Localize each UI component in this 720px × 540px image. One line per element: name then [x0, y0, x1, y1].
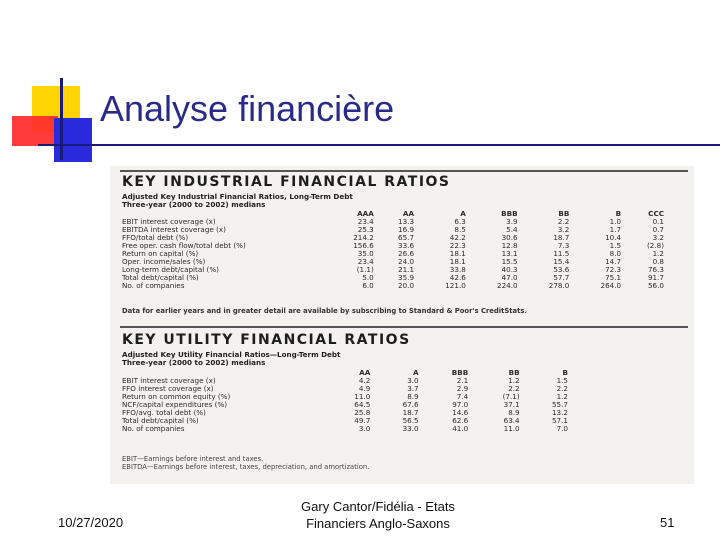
- decor-red-square: [12, 116, 58, 146]
- industrial-cell: (1.1): [356, 265, 374, 274]
- table-row: [122, 425, 568, 433]
- industrial-cell: 42.6: [449, 273, 466, 282]
- utility-heading: KEY UTILITY FINANCIAL RATIOS: [122, 332, 411, 348]
- utility-cell: 1.5: [556, 376, 568, 385]
- utility-cell: 3.0: [407, 376, 419, 385]
- utility-cell: 41.0: [452, 424, 469, 433]
- industrial-cell: 16.9: [398, 225, 415, 234]
- utility-cell: 11.0: [354, 392, 371, 401]
- slide-title: Analyse financière: [100, 88, 395, 129]
- industrial-cell: 6.0: [362, 281, 374, 290]
- industrial-cell: 72.3: [605, 265, 622, 274]
- utility-cell: 2.9: [456, 384, 469, 393]
- industrial-cell: 53.6: [553, 265, 570, 274]
- industrial-cell: 42.2: [449, 233, 466, 242]
- industrial-col-header: BBB: [501, 209, 518, 218]
- industrial-cell: 7.3: [557, 241, 570, 250]
- utility-cell: 3.0: [358, 424, 371, 433]
- industrial-cell: 18.1: [449, 257, 466, 266]
- table-row: [122, 226, 664, 234]
- utility-row-label: No. of companies: [122, 424, 185, 433]
- utility-cell: 4.2: [358, 376, 371, 385]
- utility-top-rule: [120, 326, 688, 328]
- industrial-cell: 224.0: [497, 281, 518, 290]
- industrial-cell: 11.5: [553, 249, 570, 258]
- utility-cell: 2.1: [456, 376, 469, 385]
- utility-row-label: FFO interest coverage (x): [122, 384, 214, 393]
- utility-cell: 63.4: [503, 416, 520, 425]
- utility-cell: 1.2: [556, 392, 568, 401]
- industrial-cell: 5.0: [362, 273, 374, 282]
- utility-cell: 25.8: [354, 408, 371, 417]
- industrial-top-rule: [120, 170, 688, 172]
- utility-row-label: NCF/capital expenditures (%): [122, 400, 228, 409]
- utility-row-label: Total debt/capital (%): [122, 416, 199, 425]
- utility-row-label: FFO/avg. total debt (%): [122, 408, 206, 417]
- table-row: [122, 417, 568, 425]
- industrial-cell: 8.5: [454, 225, 466, 234]
- industrial-cell: 15.4: [553, 257, 570, 266]
- industrial-cell: 1.0: [609, 217, 622, 226]
- industrial-col-header: CCC: [648, 209, 664, 218]
- utility-cell: (7.1): [502, 392, 520, 401]
- industrial-cell: 13.3: [398, 217, 415, 226]
- utility-period: Three-year (2000 to 2002) medians: [122, 358, 266, 367]
- industrial-cell: 14.7: [605, 257, 622, 266]
- utility-cell: 4.9: [358, 384, 371, 393]
- industrial-cell: 6.3: [454, 217, 466, 226]
- industrial-cell: 76.3: [647, 265, 664, 274]
- industrial-row-label: EBITDA interest coverage (x): [122, 225, 226, 234]
- industrial-cell: 20.0: [398, 281, 415, 290]
- utility-col-header: BB: [508, 368, 520, 377]
- industrial-row-label: Total debt/capital (%): [122, 273, 199, 282]
- footer-source-line-2: Financiers Anglo-Saxons: [306, 516, 450, 531]
- utility-col-header: B: [562, 368, 568, 377]
- industrial-cell: 57.7: [553, 273, 570, 282]
- industrial-cell: 1.7: [609, 225, 622, 234]
- industrial-cell: 3.9: [506, 217, 518, 226]
- utility-cell: 49.7: [354, 416, 371, 425]
- footnote-ebit: EBIT—Earnings before interest and taxes.: [122, 455, 264, 463]
- industrial-subtitle: Adjusted Key Industrial Financial Ratios, Long-Term Debt: [122, 192, 353, 201]
- industrial-cell: 22.3: [449, 241, 466, 250]
- industrial-cell: 15.5: [501, 257, 518, 266]
- utility-cell: 2.2: [556, 384, 568, 393]
- industrial-col-header: A: [460, 209, 466, 218]
- industrial-cell: 40.3: [501, 265, 518, 274]
- industrial-cell: 91.7: [647, 273, 664, 282]
- industrial-cell: 35.0: [357, 249, 374, 258]
- industrial-row-label: FFO/total debt (%): [122, 233, 189, 242]
- industrial-cell: 156.6: [353, 241, 374, 250]
- decor-vertical-line: [60, 78, 63, 160]
- utility-cell: 7.4: [456, 392, 469, 401]
- industrial-cell: 21.1: [398, 265, 415, 274]
- industrial-heading: KEY INDUSTRIAL FINANCIAL RATIOS: [122, 174, 451, 190]
- industrial-cell: 1.2: [652, 249, 664, 258]
- footer-source-line-1: Gary Cantor/Fidélia - Etats: [301, 499, 455, 514]
- utility-row-label: Return on common equity (%): [122, 392, 231, 401]
- industrial-cell: 18.1: [449, 249, 466, 258]
- industrial-cell: 25.3: [357, 225, 374, 234]
- industrial-cell: 56.0: [647, 281, 664, 290]
- industrial-cell: 30.6: [501, 233, 518, 242]
- industrial-cell: (2.8): [646, 241, 664, 250]
- utility-ratios-table: [122, 369, 568, 433]
- utility-cell: 37.1: [503, 400, 520, 409]
- title-underline: [38, 144, 720, 146]
- utility-cell: 2.2: [508, 384, 520, 393]
- industrial-cell: 0.1: [652, 217, 664, 226]
- utility-cell: 97.0: [452, 400, 469, 409]
- industrial-cell: 0.8: [652, 257, 664, 266]
- utility-cell: 33.0: [402, 424, 419, 433]
- industrial-cell: 12.8: [501, 241, 518, 250]
- industrial-cell: 33.6: [398, 241, 415, 250]
- industrial-cell: 35.9: [398, 273, 415, 282]
- utility-cell: 18.7: [402, 408, 419, 417]
- industrial-cell: 18.7: [553, 233, 570, 242]
- utility-cell: 7.0: [556, 424, 568, 433]
- utility-cell: 57.1: [551, 416, 568, 425]
- utility-cell: 62.6: [452, 416, 469, 425]
- utility-cell: 14.6: [452, 408, 469, 417]
- utility-cell: 8.9: [508, 408, 520, 417]
- utility-cell: 8.9: [407, 392, 419, 401]
- utility-cell: 1.2: [508, 376, 520, 385]
- industrial-col-header: BB: [558, 209, 570, 218]
- utility-cell: 64.5: [354, 400, 371, 409]
- utility-row-label: EBIT interest coverage (x): [122, 376, 216, 385]
- industrial-cell: 214.2: [353, 233, 374, 242]
- industrial-cell: 47.0: [501, 273, 518, 282]
- industrial-cell: 33.8: [449, 265, 466, 274]
- industrial-cell: 3.2: [652, 233, 664, 242]
- industrial-cell: 23.4: [357, 217, 374, 226]
- footer-source: [278, 498, 478, 532]
- utility-col-header: A: [413, 368, 419, 377]
- industrial-cell: 26.6: [398, 249, 415, 258]
- industrial-col-header: AAA: [357, 209, 374, 218]
- page-number: 51: [660, 515, 675, 530]
- industrial-cell: 5.4: [506, 225, 518, 234]
- industrial-row-label: Free oper. cash flow/total debt (%): [122, 241, 246, 250]
- industrial-cell: 2.2: [557, 217, 570, 226]
- table-row: [122, 242, 664, 250]
- footnote-ebitda: EBITDA—Earnings before interest, taxes, depreciation, and amortization.: [122, 463, 370, 471]
- industrial-cell: 1.5: [609, 241, 622, 250]
- industrial-cell: 121.0: [445, 281, 466, 290]
- utility-col-header: BBB: [451, 368, 469, 377]
- utility-col-header: AA: [359, 368, 371, 377]
- industrial-row-label: Return on capital (%): [122, 249, 199, 258]
- industrial-col-header: AA: [402, 209, 415, 218]
- industrial-row-label: Long-term debt/capital (%): [122, 265, 219, 274]
- industrial-cell: 264.0: [600, 281, 622, 290]
- industrial-cell: 65.7: [398, 233, 415, 242]
- industrial-cell: 278.0: [548, 281, 570, 290]
- utility-cell: 55.7: [551, 400, 568, 409]
- industrial-cell: 3.2: [557, 225, 570, 234]
- industrial-cell: 23.4: [357, 257, 374, 266]
- table-row: [122, 274, 664, 282]
- utility-subtitle: Adjusted Key Utility Financial Ratios—Long-Term Debt: [122, 350, 341, 359]
- industrial-col-header: B: [615, 209, 622, 218]
- footer-date: 10/27/2020: [58, 515, 124, 530]
- industrial-row-label: No. of companies: [122, 281, 185, 290]
- utility-cell: 11.0: [503, 424, 520, 433]
- industrial-ratios-table: [122, 210, 664, 290]
- industrial-note: Data for earlier years and in greater detail are available by subscribing to Standard & Poor's CreditStats.: [122, 307, 527, 315]
- table-row: [122, 282, 664, 290]
- scanned-ratio-tables: [110, 166, 694, 484]
- utility-cell: 13.2: [551, 408, 568, 417]
- industrial-cell: 8.0: [609, 249, 622, 258]
- industrial-cell: 13.1: [501, 249, 518, 258]
- industrial-row-label: EBIT interest coverage (x): [122, 217, 216, 226]
- table-row: [122, 266, 664, 274]
- industrial-period: Three-year (2000 to 2002) medians: [122, 200, 266, 209]
- industrial-cell: 24.0: [398, 257, 415, 266]
- industrial-cell: 0.7: [652, 225, 664, 234]
- industrial-cell: 75.1: [605, 273, 622, 282]
- industrial-row-label: Oper. income/sales (%): [122, 257, 206, 266]
- utility-cell: 67.6: [402, 400, 419, 409]
- industrial-cell: 10.4: [605, 233, 622, 242]
- utility-cell: 56.5: [402, 416, 419, 425]
- utility-cell: 3.7: [407, 384, 419, 393]
